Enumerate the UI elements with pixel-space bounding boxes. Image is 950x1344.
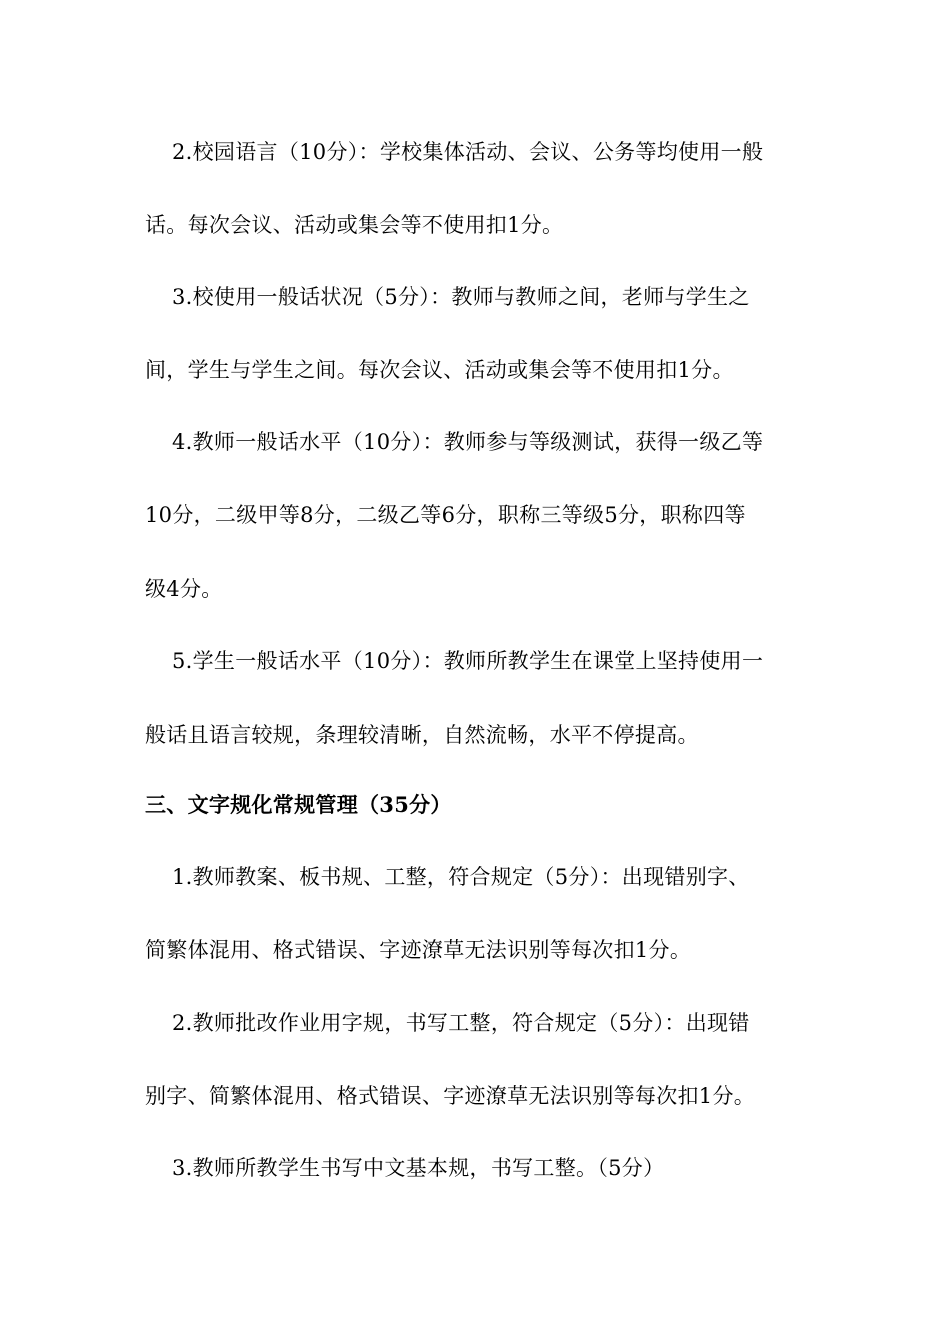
paragraph-line: 2.教师批改作业用字规，书写工整，符合规定（5分）：出现错	[172, 1011, 750, 1035]
paragraph-line: 3.校使用一般话状况（5分）：教师与教师之间，老师与学生之	[172, 285, 750, 309]
paragraph-line: 般话且语言较规，条理较清晰，自然流畅，水平不停提高。	[145, 723, 699, 747]
paragraph-line: 间，学生与学生之间。每次会议、活动或集会等不使用扣1分。	[145, 358, 734, 382]
paragraph-line: 级4分。	[145, 577, 223, 601]
section-heading: 三、文字规化常规管理（35分）	[145, 792, 452, 817]
paragraph-line: 话。每次会议、活动或集会等不使用扣1分。	[145, 213, 564, 237]
paragraph-line: 3.教师所教学生书写中文基本规，书写工整。（5分）	[172, 1156, 665, 1180]
paragraph-line: 别字、简繁体混用、格式错误、字迹潦草无法识别等每次扣1分。	[145, 1084, 756, 1108]
paragraph-line: 2.校园语言（10分）：学校集体活动、会议、公务等均使用一般	[172, 140, 764, 164]
paragraph-line: 5.学生一般话水平（10分）：教师所教学生在课堂上坚持使用一	[172, 649, 764, 673]
paragraph-line: 简繁体混用、格式错误、字迹潦草无法识别等每次扣1分。	[145, 938, 692, 962]
paragraph-line: 4.教师一般话水平（10分）：教师参与等级测试，获得一级乙等	[172, 430, 764, 454]
paragraph-line: 10分，二级甲等8分，二级乙等6分，职称三等级5分，职称四等	[145, 503, 746, 527]
paragraph-line: 1.教师教案、板书规、工整，符合规定（5分）：出现错别字、	[172, 865, 750, 889]
